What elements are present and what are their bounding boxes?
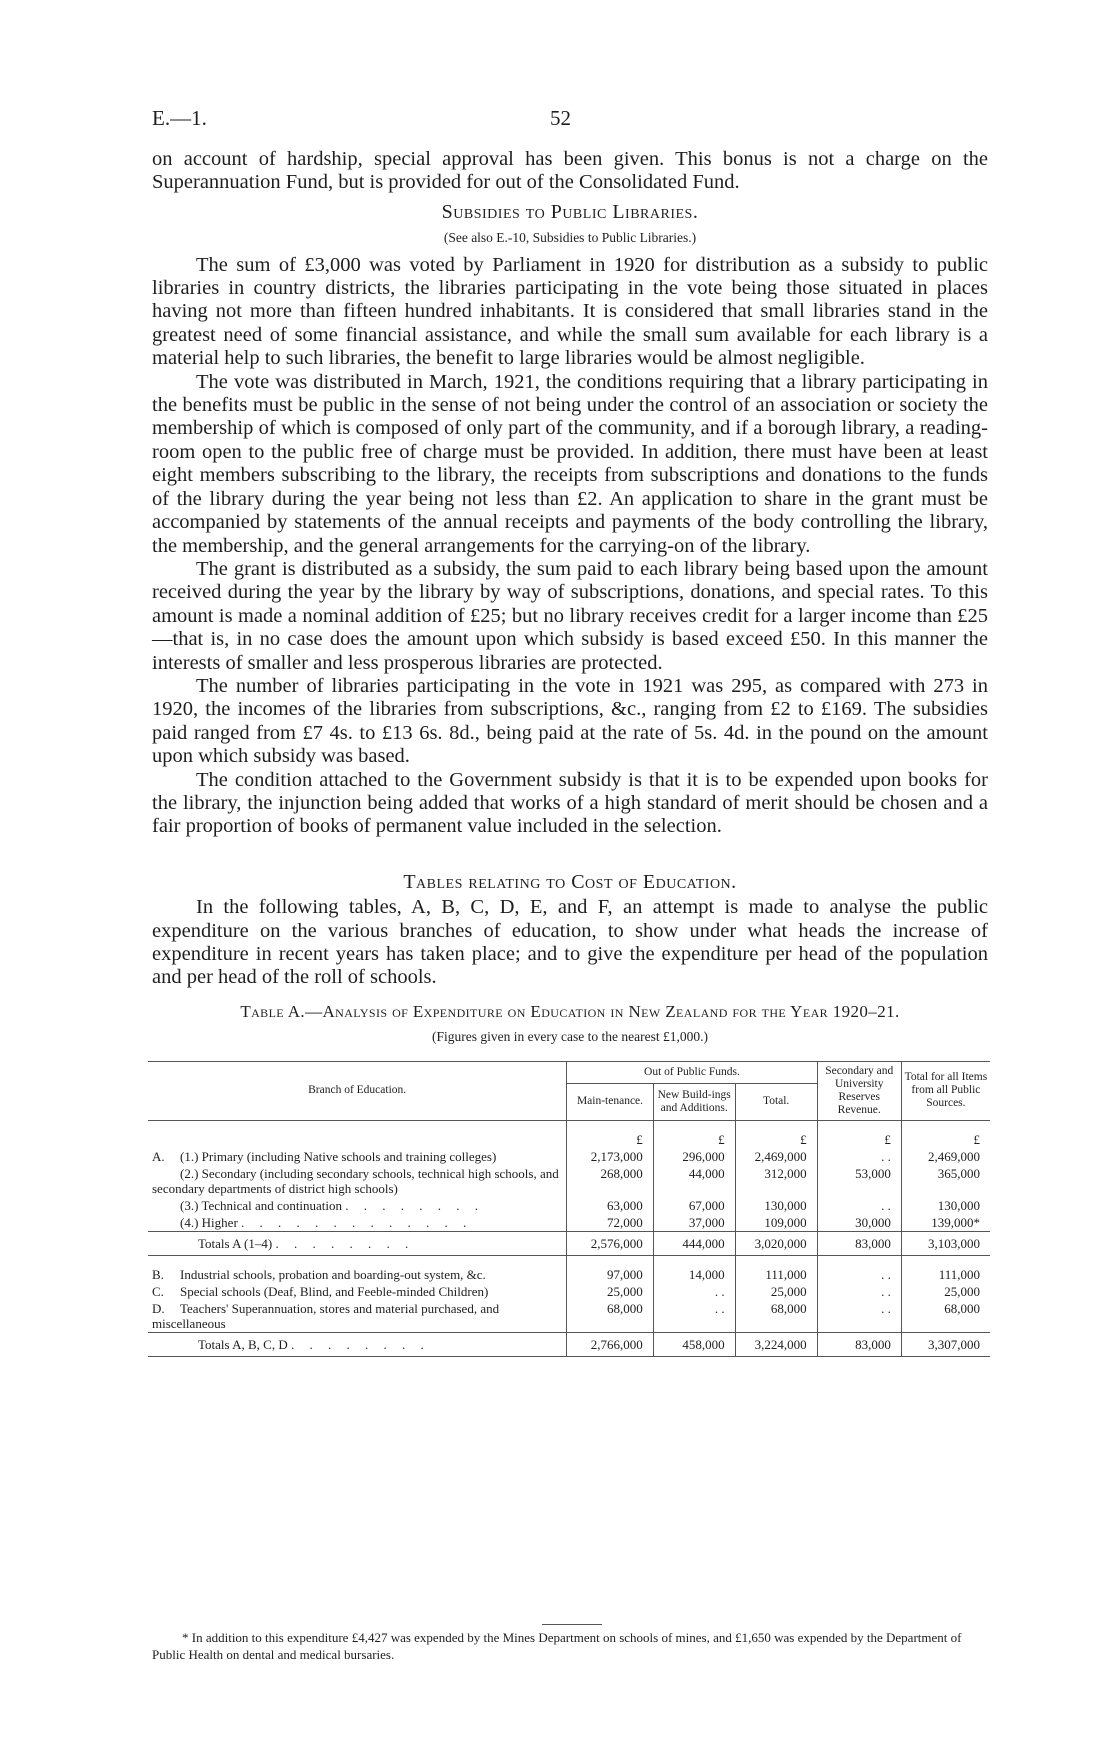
cell-maintenance: 2,576,000 [567, 1231, 653, 1255]
cell-maintenance: 268,000 [567, 1165, 653, 1197]
body-text [152, 148, 988, 1357]
row-number: (4.) [180, 1214, 199, 1230]
cell-total: 111,000 [735, 1266, 817, 1283]
currency-symbol: £ [567, 1131, 653, 1148]
cell-buildings: 296,000 [653, 1148, 735, 1165]
col-header-buildings: New Build-ings and Additions. [653, 1083, 735, 1120]
cell-total: 25,000 [735, 1283, 817, 1300]
col-header-total: Total. [735, 1083, 817, 1120]
col-header-branch: Branch of Education. [148, 1061, 567, 1120]
currency-row [148, 1131, 990, 1148]
paragraph: The sum of £3,000 was voted by Parliament in 1920 for distribution as a subsidy to public libraries in country districts, the libraries participating in the vote being those situated in places having not more than fifteen hundred inhabitants. It is considered that small libraries stand in the greatest need of some financial assistance, and while the small sum available for each library is a material help to such libraries, the benefit to large libraries would be almost negligible. [152, 253, 988, 370]
cell-all-sources: 2,469,000 [901, 1148, 990, 1165]
paragraph: The grant is distributed as a subsidy, the sum paid to each library being based upon the amount received during the year by the library by way of subscriptions, donations, and special rates. To this amount is made a nominal addition of £25; but no library receives credit for a larger income than £25—that is, in no case does the amount upon which subsidy is based exceed £50. In this manner the interests of smaller and less prosperous libraries are protected. [152, 557, 988, 674]
cell-maintenance: 72,000 [567, 1214, 653, 1232]
cell-total: 312,000 [735, 1165, 817, 1197]
page-header [152, 106, 992, 136]
col-header-reserves: Secondary and University Reserves Revenue. [817, 1061, 901, 1120]
currency-symbol: £ [735, 1131, 817, 1148]
cell-maintenance: 68,000 [567, 1300, 653, 1333]
row-label: Secondary (including secondary schools, technical high schools, and secondary departments of district high schools) [152, 1165, 559, 1196]
cell-buildings: 458,000 [653, 1332, 735, 1356]
row-label: Totals A (1–4) [198, 1235, 273, 1251]
paragraph: The condition attached to the Government subsidy is that it is to be expended upon books for the library, the injunction being added that works of a high standard of merit should be chosen and a fair proportion of books of permanent value included in the selection. [152, 768, 988, 838]
cell-buildings: . . [653, 1283, 735, 1300]
col-header-maintenance: Main-tenance. [567, 1083, 653, 1120]
table-row: (3.) Technical and continuation . . . . . . . . 63,000 67,000 130,000 . . 130,000 [148, 1197, 990, 1214]
section-subnote: (See also E.-10, Subsidies to Public Libraries.) [443, 230, 697, 246]
paragraph: on account of hardship, special approval has been given. This bonus is not a charge on the Superannuation Fund, but is provided for out of the Consolidated Fund. [152, 148, 988, 194]
section-heading-cost-of-education: Tables relating to Cost of Education. [403, 870, 737, 893]
paragraph: In the following tables, A, B, C, D, E, and F, an attempt is made to analyse the public expenditure on the various branches of education, to show under what heads the increase of expenditure in recent years has taken place; and to give the expenditure per head of the population and per head of the roll of schools. [152, 896, 988, 989]
cell-reserves: . . [817, 1148, 901, 1165]
row-label: Special schools (Deaf, Blind, and Feeble-minded Children) [180, 1283, 489, 1299]
cell-reserves: . . [817, 1266, 901, 1283]
table-row [148, 1165, 990, 1197]
totals-row: Totals A, B, C, D . . . . . . . . 2,766,000 458,000 3,224,000 83,000 3,307,000 [148, 1332, 990, 1356]
table-row: (4.) Higher . . . . . . . . . . . . . 72,000 37,000 109,000 30,000 139,000* [148, 1214, 990, 1232]
cell-total: 130,000 [735, 1197, 817, 1214]
cell-maintenance: 2,173,000 [567, 1148, 653, 1165]
expenditure-table [148, 1061, 990, 1357]
cell-total: 3,020,000 [735, 1231, 817, 1255]
page-number: 52 [550, 106, 571, 130]
cell-all-sources: 365,000 [901, 1165, 990, 1197]
cell-all-sources: 25,000 [901, 1283, 990, 1300]
cell-reserves: 53,000 [817, 1165, 901, 1197]
report-reference: E.—1. [152, 106, 207, 130]
footnote [152, 1624, 992, 1663]
cell-total: 68,000 [735, 1300, 817, 1333]
cell-all-sources: 3,307,000 [901, 1332, 990, 1356]
col-header-all-sources: Total for all Items from all Public Sources. [901, 1061, 990, 1120]
row-number: (3.) [180, 1197, 199, 1213]
row-number: (1.) [180, 1148, 199, 1164]
row-label: Technical and continuation [201, 1197, 343, 1213]
totals-row: Totals A (1–4) . . . . . . . . 2,576,000 444,000 3,020,000 83,000 3,103,000 [148, 1231, 990, 1255]
cell-all-sources: 68,000 [901, 1300, 990, 1333]
cell-maintenance: 97,000 [567, 1266, 653, 1283]
cell-all-sources: 139,000* [901, 1214, 990, 1232]
cell-maintenance: 2,766,000 [567, 1332, 653, 1356]
row-label: Teachers' Superannuation, stores and material purchased, and miscellaneous [152, 1300, 500, 1331]
cell-total: 109,000 [735, 1214, 817, 1232]
row-code: C. [152, 1283, 164, 1299]
cell-all-sources: 130,000 [901, 1197, 990, 1214]
table-row [148, 1148, 990, 1165]
cell-maintenance: 25,000 [567, 1283, 653, 1300]
row-code: B. [152, 1266, 164, 1282]
currency-symbol: £ [653, 1131, 735, 1148]
currency-symbol: £ [817, 1131, 901, 1148]
cell-reserves: . . [817, 1197, 901, 1214]
footnote-text: * In addition to this expenditure £4,427 was expended by the Mines Department on schools of mines, and £1,650 was expended by the Department of Public Health on dental and medical bursaries. [152, 1630, 962, 1662]
table-row [148, 1283, 990, 1300]
row-label: Primary (including Native schools and training colleges) [201, 1148, 497, 1164]
table-row [148, 1266, 990, 1283]
cell-total: 3,224,000 [735, 1332, 817, 1356]
cell-all-sources: 111,000 [901, 1266, 990, 1283]
row-code: A. [152, 1148, 165, 1164]
cell-buildings: 67,000 [653, 1197, 735, 1214]
section-heading-libraries: Subsidies to Public Libraries. [441, 200, 699, 223]
cell-total: 2,469,000 [735, 1148, 817, 1165]
table-subtitle: (Figures given in every case to the nearest £1,000.) [432, 1029, 708, 1045]
cell-reserves: 30,000 [817, 1214, 901, 1232]
table-row [148, 1300, 990, 1333]
cell-reserves: . . [817, 1300, 901, 1333]
cell-reserves: 83,000 [817, 1231, 901, 1255]
cell-reserves: . . [817, 1283, 901, 1300]
cell-maintenance: 63,000 [567, 1197, 653, 1214]
col-header-public-funds: Out of Public Funds. [567, 1061, 817, 1083]
row-label: Industrial schools, probation and boarding-out system, &c. [180, 1266, 486, 1282]
paragraph: The number of libraries participating in the vote in 1921 was 295, as compared with 273 in 1920, the incomes of the libraries from subscriptions, &c., ranging from £2 to £169. The subsidies paid ranged from £7 4s. to £13 6s. 8d., being paid at the rate of 5s. 4d. in the pound on the amount upon which subsidy was based. [152, 674, 988, 768]
row-number: (2.) [180, 1165, 199, 1181]
table-title: Table A.—Analysis of Expenditure on Education in New Zealand for the Year 1920–21. [240, 1001, 900, 1021]
currency-symbol: £ [901, 1131, 990, 1148]
row-label: Higher [201, 1214, 238, 1230]
cell-all-sources: 3,103,000 [901, 1231, 990, 1255]
cell-buildings: . . [653, 1300, 735, 1333]
cell-buildings: 444,000 [653, 1231, 735, 1255]
cell-buildings: 14,000 [653, 1266, 735, 1283]
paragraph: The vote was distributed in March, 1921, the conditions requiring that a library participating in the benefits must be public in the sense of not being under the control of an association or society the membership of which is composed of only part of the community, and if a borough library, a reading-room open to the public free of charge must be provided. In addition, there must have been at least eight members subscribing to the library, the receipts from subscriptions and donations to the funds of the library during the year being not less than £2. An application to share in the grant must be accompanied by statements of the annual receipts and payments of the body controlling the library, the membership, and the general arrangements for the carrying-on of the library. [152, 370, 988, 557]
cell-buildings: 44,000 [653, 1165, 735, 1197]
cell-buildings: 37,000 [653, 1214, 735, 1232]
row-label: Totals A, B, C, D [198, 1336, 288, 1352]
cell-reserves: 83,000 [817, 1332, 901, 1356]
row-code: D. [152, 1300, 165, 1316]
